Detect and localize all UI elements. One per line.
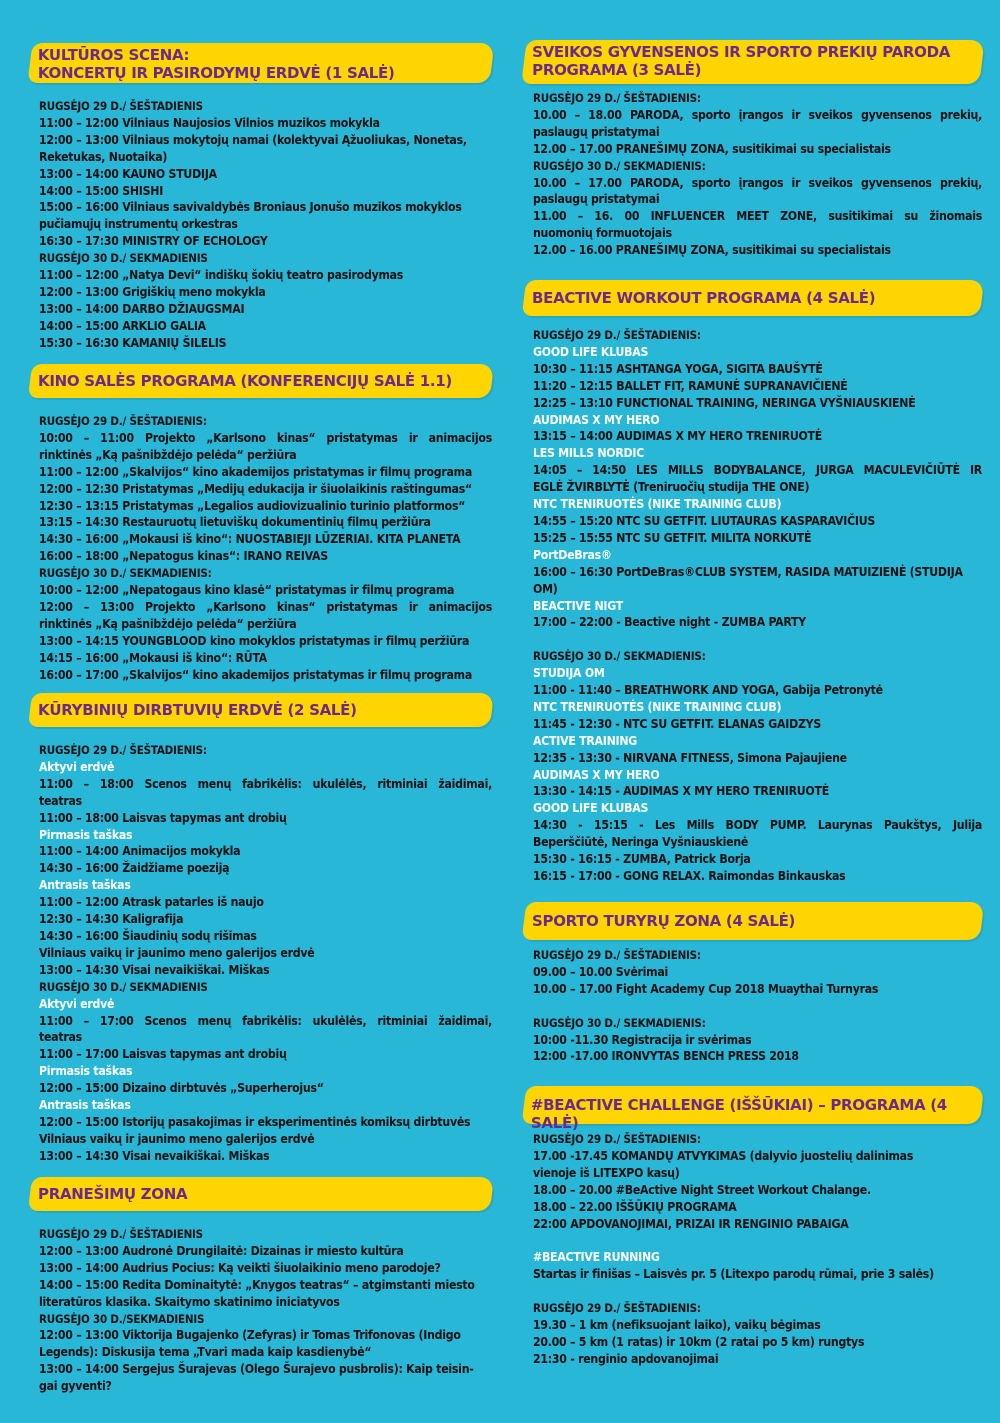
date-heading: RUGSĖJO 30 D./SEKMADIENIS <box>39 1311 205 1326</box>
schedule-line: 12:25 – 13:10 FUNCTIONAL TRAINING, NERINGA VYŠNIAUSKIENĖ <box>533 395 916 410</box>
schedule-line: 10.00 – 17.00 Fight Academy Cup 2018 Muaythai Turnyras <box>533 981 879 996</box>
schedule-line: 11.00 – 16. 00 INFLUENCER MEET ZONE, susitikimai su žinomais <box>533 209 982 224</box>
section-title: #BEACTIVE CHALLENGE (IŠŠŪKIAI) – PROGRAMA (4 SALĖ) <box>530 1096 947 1132</box>
schedule-line: 16:00 – 16:30 PortDeBras®CLUB SYSTEM, RASIDA MATUIZIENĖ (STUDIJA <box>533 564 963 579</box>
schedule-line: 16:15 - 17:00 - GONG RELAX. Raimondas Binkauskas <box>533 868 846 883</box>
category-label: AUDIMAS X MY HERO <box>533 412 660 427</box>
category-label: ACTIVE TRAINING <box>533 733 638 748</box>
date-heading: RUGSĖJO 30 D./ SEKMADIENIS: <box>533 649 706 664</box>
schedule-line: 13:00 – 14:00 Audrius Pocius: Ką veikti šiuolaikinio meno parodoje? <box>39 1260 441 1275</box>
section-banner <box>28 1177 494 1211</box>
date-heading: RUGSĖJO 30 D./ SEKMADIENIS: <box>39 566 212 581</box>
schedule-line: 15:25 – 15:55 NTC SU GETFIT. MILITA NORKUTĖ <box>533 530 812 545</box>
date-heading: RUGSĖJO 29 D./ ŠEŠTADIENIS <box>39 99 203 113</box>
schedule-line: 12:00 – 15:00 Dizaino dirbtuvės „Superherojus“ <box>39 1081 324 1096</box>
category-label: BEACTIVE NIGT <box>533 598 623 613</box>
schedule-line: 21:30 - renginio apdovanojimai <box>533 1351 719 1366</box>
date-heading: RUGSĖJO 29 D./ ŠEŠTADIENIS: <box>533 1132 701 1146</box>
schedule-line: 11:00 – 12:00 „Natya Devi“ indiškų šokių teatro pasirodymas <box>39 268 404 283</box>
date-heading: RUGSĖJO 30 D./ SEKMADIENIS: <box>533 1015 706 1030</box>
schedule-line: 12:00 – 13:00 Audronė Drungilaitė: Dizainas ir miesto kultūra <box>39 1243 404 1258</box>
schedule-line: 13:00 – 14:00 KAUNO STUDIJA <box>39 166 217 181</box>
category-label: STUDIJA OM <box>533 666 605 681</box>
schedule-line: 10:30 – 11:15 ASHTANGA YOGA, SIGITA BAUŠYTĖ <box>533 361 823 376</box>
schedule-line: 13:00 – 14:15 YOUNGBLOOD kino mokyklos pristatymas ir filmų peržiūra <box>39 633 470 648</box>
schedule-line: 18.00 – 20.00 #BeActive Night Street Workout Chalange. <box>533 1182 871 1197</box>
schedule-line: nuomonių formuotojais <box>533 226 672 241</box>
category-label: Pirmasis taškas <box>39 1064 133 1079</box>
schedule-line: 16:00 – 17:00 „Skalvijos“ kino akademijos pristatymas ir filmų programa <box>39 667 472 682</box>
schedule-line: paslaugų pristatymai <box>533 124 660 139</box>
schedule-line: 15:30 – 16:30 KAMANIŲ ŠILELIS <box>39 335 227 350</box>
schedule-line: 20.00 – 5 km (1 ratas) ir 10km (2 ratai po 5 km) rungtys <box>533 1334 865 1349</box>
challenge-section <box>524 1086 982 1368</box>
schedule-line: 12:00 – 13:00 Viktorija Bugajenko (Zefyras) ir Tomas Trifonovas (Indigo <box>39 1328 461 1343</box>
date-heading: RUGSĖJO 29 D./ ŠEŠTADIENIS: <box>533 1301 701 1316</box>
schedule-line: teatras <box>39 793 82 808</box>
schedule-line: 11:00 – 18:00 Laisvas tapymas ant drobių <box>39 810 287 825</box>
section-banner <box>28 43 495 83</box>
category-label: Aktyvi erdvė <box>39 996 115 1011</box>
category-label: LES MILLS NORDIC <box>533 446 645 461</box>
section-title: KULTŪROS SCENA: KONCERTŲ IR PASIRODYMŲ ERDVĖ (1 SALĖ) <box>37 46 395 82</box>
section-banner <box>522 902 985 940</box>
schedule-line: 11:20 – 12:15 BALLET FIT, RAMUNĖ SUPRANAVIČIENĖ <box>533 378 848 393</box>
spacer <box>533 998 982 1015</box>
category-label: AUDIMAS X MY HERO <box>533 767 660 782</box>
kino-section <box>30 364 492 684</box>
schedule-line: 12.00 – 17.00 PRANEŠIMŲ ZONA, susitikimai su specialistais <box>533 141 891 156</box>
schedule-line: 12:00 – 13:00 Grigiškių meno mokykla <box>39 284 266 299</box>
schedule-line: 12:00 -17.00 IRONVYTAS BENCH PRESS 2018 <box>533 1049 799 1064</box>
schedule-line: EGLĖ ŽVIRBLYTĖ (Treniruočių studija THE ONE) <box>533 480 810 495</box>
turyru-section <box>524 902 982 1065</box>
pranesimu-section <box>30 1177 492 1395</box>
schedule-line: Beperščiūtė, Neringa Vyšniauskienė <box>533 835 749 850</box>
schedule-line: 10:00 – 11:00 Projekto „Karlsono kinas“ pristatymas ir animacijos <box>39 430 492 445</box>
section-title: SPORTO TURYRŲ ZONA (4 SALĖ) <box>532 912 796 930</box>
schedule-line: 16:00 – 18:00 „Nepatogus kinas“: IRANO REIVAS <box>39 549 328 564</box>
section-banner <box>28 364 494 398</box>
schedule-line: 15:00 – 16:00 Vilniaus savivaldybės Broniaus Jonušo muzikos mokyklos <box>39 200 462 215</box>
schedule-line: 14:30 – 16:00 Žaidžiame poeziją <box>39 861 230 876</box>
schedule-line: 22:00 APDOVANOJIMAI, PRIZAI IR RENGINIO PABAIGA <box>533 1216 849 1231</box>
section-title: BEACTIVE WORKOUT PROGRAMA (4 SALĖ) <box>532 289 876 307</box>
date-heading: RUGSĖJO 30 D./ SEKMADIENIS: <box>533 158 706 173</box>
section-body <box>30 98 492 352</box>
section-body <box>30 413 492 684</box>
schedule-line: 18.00 – 22.00 IŠŠŪKIŲ PROGRAMA <box>533 1199 737 1214</box>
schedule-line: 13:00 – 14:30 Visai nevaikiškai. Miškas <box>39 962 270 977</box>
schedule-line: 13:30 - 14:15 - AUDIMAS X MY HERO TRENIRUOTĖ <box>533 784 829 799</box>
date-heading: RUGSĖJO 29 D./ ŠEŠTADIENIS <box>39 1227 203 1241</box>
schedule-line: 10:00 -11.30 Registracija ir svėrimas <box>533 1032 752 1047</box>
schedule-line: 16:30 – 17:30 MINISTRY OF ECHOLOGY <box>39 234 268 249</box>
schedule-line: 10:00 – 12:00 „Nepatogaus kino klasė“ pristatymas ir filmų programa <box>39 583 455 598</box>
schedule-line: gai gyventi? <box>39 1379 112 1394</box>
spacer <box>533 631 982 648</box>
section-title: KINO SALĖS PROGRAMA (KONFERENCIJŲ SALĖ 1.1) <box>38 372 452 390</box>
schedule-line: teatras <box>39 1030 82 1045</box>
schedule-line: 11:00 - 11:40 – BREATHWORK AND YOGA, Gabija Petronytė <box>533 683 883 698</box>
schedule-line: 11:00 – 14:00 Animacijos mokykla <box>39 844 241 859</box>
category-label: #BEACTIVE RUNNING <box>533 1250 660 1265</box>
date-heading: RUGSĖJO 29 D./ ŠEŠTADIENIS: <box>39 414 207 428</box>
schedule-line: 13:15 – 14:00 AUDIMAS X MY HERO TRENIRUOTĖ <box>533 429 823 444</box>
schedule-line: 12:35 - 13:30 - NIRVANA FITNESS, Simona Pajaujiene <box>533 750 847 765</box>
section-body <box>30 742 492 1165</box>
category-label: Antrasis taškas <box>39 878 131 893</box>
schedule-line: 13:00 – 14:00 Sergejus Šurajevas (Olego Šurajevo pusbrolis): Kaip teisin- <box>39 1362 474 1377</box>
spacer <box>533 1283 982 1300</box>
section-banner <box>28 693 494 727</box>
schedule-line: 15:30 - 16:15 - ZUMBA, Patrick Borja <box>533 852 751 867</box>
section-title: KŪRYBINIŲ DIRBTUVIŲ ERDVĖ (2 SALĖ) <box>38 701 357 719</box>
category-label: Aktyvi erdvė <box>39 759 115 774</box>
schedule-line: 12.00 – 16.00 PRANEŠIMŲ ZONA, susitikimai su specialistais <box>533 243 891 258</box>
schedule-line: 11:00 – 18:00 Scenos menų fabrikėlis: ukulėlės, ritminiai žaidimai, <box>39 776 492 791</box>
section-body <box>524 327 982 885</box>
schedule-line: 12:30 – 13:15 Pristatymas „Legalios audiovizualinio turinio platformos“ <box>39 498 466 513</box>
schedule-line: paslaugų pristatymai <box>533 192 660 207</box>
category-label: Pirmasis taškas <box>39 827 133 842</box>
schedule-line: 11:00 – 12:00 Vilniaus Naujosios Vilnios muzikos mokykla <box>39 115 380 130</box>
schedule-line: 17.00 -17.45 KOMANDŲ ATVYKIMAS (dalyvio juostelių dalinimas <box>533 1148 914 1163</box>
date-heading: RUGSĖJO 29 D./ ŠEŠTADIENIS: <box>533 328 701 342</box>
schedule-line: Vilniaus vaikų ir jaunimo meno galerijos erdvė <box>39 1131 315 1146</box>
category-label: NTC TRENIRUOTĖS (NIKE TRAINING CLUB) <box>533 699 782 714</box>
schedule-line: 14:00 – 15:00 Redita Dominaitytė: „Knygos teatras“ – atgimstanti miesto <box>39 1277 475 1292</box>
schedule-line: 12:30 – 14:30 Kaligrafija <box>39 912 184 927</box>
schedule-line: OM) <box>533 581 558 596</box>
spacer <box>533 1232 982 1249</box>
schedule-line: 14:30 – 16:00 Šiaudinių sodų rišimas <box>39 928 257 943</box>
schedule-line: 14:30 - 15:15 - Les Mills BODY PUMP. Laurynas Paukštys, Julija <box>533 818 982 833</box>
kultura-section <box>30 43 492 352</box>
schedule-line: literatūros klasika. Skaitymo skatinimo iniciatyvos <box>39 1294 340 1309</box>
category-label: Antrasis taškas <box>39 1098 131 1113</box>
schedule-line: 19.30 – 1 km (nefiksuojant laiko), vaikų bėgimas <box>533 1317 821 1332</box>
sveikos-section <box>524 40 982 259</box>
schedule-line: 13:00 – 14:30 Visai nevaikiškai. Miškas <box>39 1148 270 1163</box>
schedule-line: 12:00 – 13:00 Projekto „Karlsono kinas“ pristatymas ir animacijos <box>39 599 492 614</box>
schedule-line: 10.00 – 18.00 PARODA, sporto įrangos ir sveikos gyvensenos prekių, <box>533 107 982 122</box>
section-banner <box>522 1086 985 1132</box>
schedule-line: 11:00 – 12:00 Atrask patarles iš naujo <box>39 895 264 910</box>
schedule-line: rinktinės „Ką pašnibždėjo pelėda“ peržiūra <box>39 616 297 631</box>
schedule-line: 14:05 – 14:50 LES MILLS BODYBALANCE, JURGA MACULEVIČIŪTĖ IR <box>533 463 982 478</box>
kurybiniu-section <box>30 693 492 1165</box>
schedule-line: 17:00 – 22:00 - Beactive night - ZUMBA PARTY <box>533 615 806 630</box>
schedule-line: 10.00 – 17.00 PARODA, sporto įrangos ir sveikos gyvensenos prekių, <box>533 175 982 190</box>
section-title: PRANEŠIMŲ ZONA <box>38 1185 188 1203</box>
date-heading: RUGSĖJO 30 D./ SEKMADIENIS <box>39 251 208 266</box>
beactive-section <box>524 280 982 885</box>
schedule-line: rinktinės „Ką pašnibždėjo pelėda“ peržiūra <box>39 447 297 462</box>
section-banner <box>522 280 984 316</box>
date-heading: RUGSĖJO 29 D./ ŠEŠTADIENIS: <box>39 743 207 757</box>
schedule-line: 11:00 – 17:00 Laisvas tapymas ant drobių <box>39 1047 287 1062</box>
section-body <box>30 1226 492 1395</box>
category-label: GOOD LIFE KLUBAS <box>533 344 649 359</box>
schedule-line: vienoje iš LITEXPO kasų) <box>533 1165 680 1180</box>
schedule-line: 12:00 – 15:00 Istorijų pasakojimas ir eksperimentinės komiksų dirbtuvės <box>39 1114 471 1129</box>
schedule-line: 14:15 – 16:00 „Mokausi iš kino“: RŪTA <box>39 650 267 665</box>
category-label: GOOD LIFE KLUBAS <box>533 801 649 816</box>
date-heading: RUGSĖJO 29 D./ ŠEŠTADIENIS: <box>533 91 701 105</box>
schedule-line: 11:00 – 12:00 „Skalvijos“ kino akademijos pristatymas ir filmų programa <box>39 464 472 479</box>
schedule-line: Vilniaus vaikų ir jaunimo meno galerijos erdvė <box>39 945 315 960</box>
schedule-line: 12:00 – 12:30 Pristatymas „Medijų edukacija ir šiuolaikinis raštingumas“ <box>39 481 473 496</box>
schedule-line: Reketukas, Nuotaika) <box>39 149 168 164</box>
schedule-line: pučiamųjų instrumentų orkestras <box>39 217 238 232</box>
section-banner <box>521 40 984 84</box>
schedule-line: Startas ir finišas – Laisvės pr. 5 (Litexpo parodų rūmai, prie 3 salės) <box>533 1267 934 1282</box>
schedule-line: 14:55 – 15:20 NTC SU GETFIT. LIUTAURAS KASPARAVIČIUS <box>533 513 876 528</box>
schedule-line: 11:00 – 17:00 Scenos menų fabrikėlis: ukulėlės, ritminiai žaidimai, <box>39 1013 492 1028</box>
schedule-line: 13:15 – 14:30 Restauruotų lietuviškų dokumentinių filmų peržiūra <box>39 515 431 530</box>
date-heading: RUGSĖJO 29 D./ ŠEŠTADIENIS: <box>533 948 701 962</box>
section-body <box>524 947 982 1065</box>
schedule-line: 09.00 – 10.00 Svėrimai <box>533 964 669 979</box>
category-label: PortDeBras® <box>533 547 612 562</box>
section-title: SVEIKOS GYVENSENOS IR SPORTO PREKIŲ PARODA PROGRAMA (3 SALĖ) <box>532 43 951 79</box>
category-label: NTC TRENIRUOTĖS (NIKE TRAINING CLUB) <box>533 497 782 512</box>
schedule-line: 12:00 – 13:00 Vilniaus mokytojų namai (kolektyvai Ąžuoliukas, Nonetas, <box>39 132 467 147</box>
schedule-line: 13:00 – 14:00 DARBO DŽIAUGSMAI <box>39 301 245 316</box>
schedule-line: 11:45 - 12:30 - NTC SU GETFIT. ELANAS GAIDZYS <box>533 716 821 731</box>
date-heading: RUGSĖJO 30 D./ SEKMADIENIS <box>39 979 208 994</box>
schedule-line: Legends): Diskusija tema „Tvari mada kaip kasdienybė“ <box>39 1345 372 1360</box>
schedule-line: 14:00 – 15:00 SHISHI <box>39 183 164 198</box>
section-body <box>524 90 982 259</box>
schedule-line: 14:30 – 16:00 „Mokausi iš kino“: NUOSTABIEJI LŪZERIAI. KITA PLANETA <box>39 532 461 547</box>
section-body <box>524 1131 982 1368</box>
schedule-line: 14:00 – 15:00 ARKLIO GALIA <box>39 318 206 333</box>
